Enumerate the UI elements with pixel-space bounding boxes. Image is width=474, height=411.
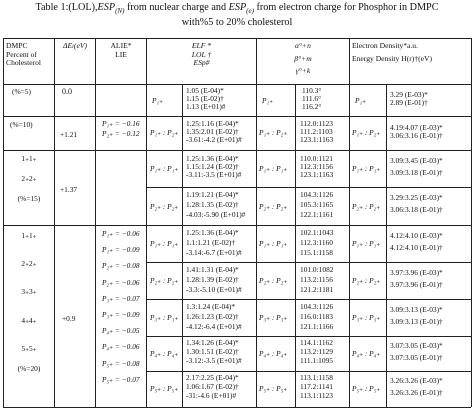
col-line-2 [95, 38, 96, 407]
percent-g4 [4, 232, 54, 373]
elf-value: 1.41:1.31 (E-04)* [186, 265, 239, 274]
angle-alpha: 101.0:1082 [300, 265, 334, 274]
lol-value: 1.28:1.35 (E-02)† [186, 200, 239, 210]
angles-g3-r1 [300, 155, 333, 180]
lol-value: 1.15 (E-02)† [186, 94, 224, 104]
table-title [0, 2, 474, 29]
esp-value: -3.61:-4.2 (E+01)# [186, 135, 242, 145]
esp-value: -4.03:-5.90 (E+01)# [186, 210, 246, 220]
electron-density: 3.97:3.96 (E-03)* [390, 268, 443, 277]
group-line-3 [3, 225, 471, 226]
alie-value: P₄₊ = −0.05 [102, 326, 140, 336]
energy-density: 3.06:3.16 (E-01)† [390, 131, 443, 141]
elf-g4-r1 [186, 229, 242, 258]
angle-gamma: 122.1:1161 [300, 210, 334, 220]
electron-density: 3.09:3.13 (E-03)* [390, 305, 443, 314]
header-elf-line1: ELF * [191, 41, 212, 50]
density-g4-r4 [390, 342, 443, 362]
group-line-2 [3, 150, 471, 151]
energy-density: 3.09:3.13 (E-01)† [390, 317, 443, 327]
alie-value: P₂₊ = −0.12 [102, 129, 140, 139]
elf-g4-r5 [186, 374, 239, 401]
alie-value: P₁₊ = −0.06 [102, 229, 140, 238]
angle-beta: 117.2:1141 [300, 382, 333, 392]
percent-g2: (%=10) [10, 120, 33, 129]
col-line-4b [295, 84, 296, 407]
electron-density: 3.09:3.45 (E-03)* [390, 156, 443, 165]
title-line2: with%5 to 20% cholesterol [181, 17, 293, 29]
density-atom-g4-r3: P₃₊ : P₃₊ [352, 313, 381, 322]
density-g4-r5 [390, 377, 443, 397]
table-border-top [3, 38, 471, 39]
percent-g1: (%=5) [12, 87, 31, 96]
col-line-3 [146, 38, 147, 407]
header-delta-e: ΔEₗ(eV) [62, 41, 87, 50]
angle-atom-g1-r1: P₁₊ [262, 96, 273, 105]
alie-value: P₁₊ = −0.09 [102, 245, 140, 255]
density-g4-r1 [390, 232, 443, 252]
title-mid: from nuclear charge and [124, 2, 229, 13]
percent-line: 5₊5₊ [21, 343, 37, 353]
esp-value: -3.3:-5.10 (E+01)# [186, 285, 242, 295]
angle-beta: 113.2:1129 [300, 347, 333, 357]
percent-line: 2₊2₊ [21, 174, 37, 184]
energy-density: 3.07:3.05 (E-01)† [390, 353, 443, 363]
atom-g4-r5: P₅₊ : P₅₊ [150, 384, 179, 393]
header-elf [147, 42, 256, 68]
electron-density: 3.26:3.26 (E-03)* [390, 376, 443, 385]
percent-line: 1₊1₊ [21, 154, 37, 163]
header-angle-alpha: α°+n [295, 41, 311, 50]
header-angle-gamma: γ°+k [295, 66, 311, 76]
angle-beta: 105.3:1165 [300, 200, 334, 210]
title-prefix: Table 1:(LOL), [35, 2, 98, 13]
header-angle-beta: β°+m [294, 53, 312, 63]
electron-density: 3.29 (E-03)* [390, 90, 428, 99]
header-alie [96, 42, 146, 59]
percent-g3 [4, 155, 54, 204]
atom-g3-r1: P₁₊ : P₁₊ [150, 164, 179, 173]
angle-atom-g4-r2: P₂₊ : P₂₊ [259, 276, 288, 285]
elf-value: 1.25:1.36 (E-04)* [186, 154, 239, 163]
density-g2-r1 [390, 124, 443, 140]
density-atom-g4-r5: P₅₊ : P₅₊ [352, 384, 381, 393]
header-alie-line2: LIE [115, 49, 127, 59]
header-density-line2: Energy Density H(r)†(eV) [352, 53, 432, 63]
density-atom-g2-r1: P₁₊ : P₂₊ [352, 128, 381, 137]
energy-density: 2.89 (E-01)† [390, 98, 428, 108]
header-dmpc-line3: Cholesterol [6, 58, 42, 68]
lol-value: 1.28:1.39 (E-02)† [186, 275, 239, 285]
percent-line: 1₊1₊ [21, 231, 37, 240]
angles-g1-r1 [302, 87, 321, 112]
col-line-3b [182, 84, 183, 407]
alie-value: P₂₊ = −0.06 [102, 277, 140, 287]
title-esp-n: ESP [97, 2, 116, 13]
atom-g1-r1: P₁₊ [152, 96, 163, 105]
density-atom-g4-r1: P₁₊ : P₁₊ [352, 239, 381, 248]
atom-g4-r2: P₂₊ : P₂₊ [150, 276, 179, 285]
angle-alpha: 104.3:1126 [300, 302, 334, 311]
percent-line: (%=20) [17, 364, 41, 374]
angle-gamma: 116.2° [302, 102, 322, 112]
percent-line: 2₊2₊ [21, 259, 37, 269]
atom-g4-r4: P₄₊ : P₄₊ [150, 349, 179, 358]
header-elf-line2: LOL † [191, 49, 212, 59]
energy-density: 3.97:3.96 (E-01)† [390, 280, 443, 290]
row-line-4b [146, 299, 471, 300]
esp-value: -31:-4.6 (E+01)# [186, 391, 237, 401]
group-line-1 [3, 116, 471, 117]
header-density-line1: Electron Density*a.u. [352, 41, 419, 50]
angle-beta: 116.0:1183 [300, 312, 333, 322]
elf-value: 1.34:1.26 (E-04)* [186, 338, 239, 347]
lol-value: 1.15:1.24 (E-02)† [186, 162, 239, 172]
header-dmpc-line2: Percent of [6, 49, 37, 59]
angle-gamma: 121.1:1166 [300, 322, 334, 332]
density-atom-g3-r2: P₂₊ : P₂₊ [352, 202, 381, 211]
angle-atom-g4-r4: P₄₊ : P₄₊ [259, 349, 288, 358]
density-g3-r1 [390, 157, 443, 177]
angle-alpha: 104.3:1126 [300, 190, 334, 199]
energy-density: 3.26:3.26 (E-01)† [390, 388, 443, 398]
angle-alpha: 102.1:1043 [300, 228, 334, 237]
delta-e-g1: 0.0 [62, 87, 72, 96]
elf-value: 1.25:1.16 (E-04)* [186, 119, 239, 128]
header-elf-line3: ESp# [193, 58, 210, 68]
angle-atom-g4-r1: P₁₊ : P₁₊ [259, 239, 288, 248]
elf-g3-r1 [186, 155, 241, 180]
angle-beta: 111.6° [302, 94, 322, 104]
delta-e-g4: +0.9 [62, 314, 76, 323]
delta-e-g2: +1.21 [60, 130, 78, 139]
angle-atom-g4-r5: P₅₊ : P₅₊ [259, 384, 288, 393]
alie-value: P₃₊ = −0.09 [102, 310, 140, 320]
delta-e-g3: +1.37 [60, 185, 78, 194]
angle-beta: 111.2:1103 [300, 127, 333, 137]
electron-density: 4.19:4.07 (E-03)* [390, 123, 443, 132]
lol-value: 1.1:1.21 (E-02)† [186, 238, 236, 248]
title-esp-e: ESP [228, 2, 247, 13]
energy-density: 3.09:3.18 (E-01)† [390, 168, 443, 178]
lol-value: 1.30:1.51 (E-02)† [186, 347, 239, 357]
row-line-4a [146, 262, 471, 263]
density-g4-r2 [390, 269, 443, 289]
energy-density: 3.06:3.18 (E-01)† [390, 205, 443, 215]
angles-g4-r4 [300, 339, 333, 366]
title-esp-n-sub: (N) [115, 7, 125, 16]
angle-gamma: 111.1:1095 [300, 356, 333, 366]
title-suffix: from electron charge for Phosphor in DMPC [253, 2, 439, 13]
electron-density: 3.29:3.25 (E-03)* [390, 193, 443, 202]
atom-g4-r3: P₃₊ : P₃₊ [150, 313, 179, 322]
alie-value: P₂₊ = −0.08 [102, 261, 140, 271]
elf-g2-r1 [186, 120, 242, 145]
table-border-right [471, 38, 472, 407]
esp-value: -3.11:-3.5 (E+01)# [186, 170, 242, 180]
elf-g4-r4 [186, 339, 242, 366]
elf-value: 1.05 (E-04)* [186, 86, 224, 95]
angle-gamma: 115.1:1158 [300, 248, 333, 258]
density-atom-g3-r1: P₁₊ : P₁₊ [352, 164, 381, 173]
header-angles [257, 42, 349, 76]
atom-g3-r2: P₂₊ : P₂₊ [150, 202, 179, 211]
elf-value: 1.19:1.21 (E-04)* [186, 190, 239, 199]
col-line-4 [256, 38, 257, 407]
angle-atom-g3-r2: P₂₊ : P₂₊ [259, 202, 288, 211]
density-g1-r1 [390, 91, 428, 107]
elf-g4-r2 [186, 266, 242, 295]
angles-g4-r5 [300, 374, 333, 401]
angle-alpha: 112.0:1123 [300, 119, 333, 128]
lol-value: 1.35:2.01 (E-02)† [186, 127, 239, 137]
row-line-3a [146, 187, 471, 188]
alie-value: P₄₊ = −0.06 [102, 342, 140, 352]
angle-atom-g2-r1: P₁₊ : P₂₊ [259, 128, 288, 137]
row-line-4c [146, 336, 471, 337]
density-atom-g4-r4: P₄₊ : P₄₊ [352, 349, 381, 358]
angle-beta: 113.2:1156 [300, 275, 333, 285]
percent-line: 4₊4₊ [21, 315, 37, 325]
esp-value: -4.12:-6.4 (E+01)# [186, 322, 242, 332]
alie-value: P₅₊ = −0.07 [102, 374, 140, 384]
alie-value: P₁₊ = −0.16 [102, 119, 140, 128]
row-line-4d [146, 371, 471, 372]
density-g4-r3 [390, 306, 443, 326]
angles-g4-r3 [300, 303, 333, 332]
angle-beta: 112.3:1160 [300, 238, 333, 248]
alie-value: P₃₊ = −0.07 [102, 293, 140, 303]
header-alie-line1: ALIE* [110, 41, 132, 50]
angle-gamma: 121.2:1181 [300, 285, 334, 295]
energy-density: 4.12:4.10 (E-01)† [390, 243, 443, 253]
angles-g2-r1 [300, 120, 333, 145]
angle-alpha: 114.1:1162 [300, 338, 333, 347]
electron-density: 4.12:4.10 (E-03)* [390, 231, 443, 240]
lol-value: 1.26:1.23 (E-02)† [186, 312, 239, 322]
angle-alpha: 110.0:1121 [300, 154, 333, 163]
title-esp-e-sub: (e) [246, 7, 254, 16]
atom-g2-r1: P₁₊ : P₂₊ [150, 128, 179, 137]
angles-g3-r2 [300, 191, 333, 220]
esp-value: -3.12:-3.5 (E+01)# [186, 356, 242, 366]
density-atom-g4-r2: P₂₊ : P₂₊ [352, 276, 381, 285]
alie-value: P₅₊ = −0.08 [102, 358, 140, 368]
angle-alpha: 113.1:1158 [300, 373, 333, 382]
col-line-5b [386, 84, 387, 407]
elf-g1-r1 [186, 87, 225, 112]
angle-gamma: 123.1:1163 [300, 170, 334, 180]
header-dmpc-line1: DMPC [6, 41, 28, 50]
lol-value: 1.06:1.67 (E-02)† [186, 382, 239, 392]
percent-line: 3₊3₊ [21, 287, 37, 297]
angles-g4-r2 [300, 266, 333, 295]
header-density [352, 42, 432, 63]
col-line-5 [349, 38, 350, 407]
header-bottom-line [3, 84, 471, 85]
angle-beta: 112.3:1156 [300, 162, 333, 172]
esp-value: 1.13 (E+01)# [186, 102, 226, 112]
alie-g4 [102, 230, 140, 384]
percent-line: (%=15) [17, 194, 41, 204]
elf-g4-r3 [186, 303, 242, 332]
atom-g4-r1: P₁₊ : P₁₊ [150, 239, 179, 248]
alie-g2 [102, 120, 140, 138]
angle-alpha: 110.3° [302, 86, 322, 95]
electron-density: 3.07:3.05 (E-03)* [390, 341, 443, 350]
angle-atom-g4-r3: P₃₊ : P₃₊ [259, 313, 288, 322]
col-line-1 [54, 38, 55, 407]
header-dmpc [6, 42, 41, 68]
table-border-bottom [3, 407, 471, 408]
elf-value: 2.17:2.25 (E-04)* [186, 373, 239, 382]
elf-g3-r2 [186, 191, 245, 220]
elf-value: 1.25:1.36 (E-04)* [186, 228, 239, 237]
angle-gamma: 113.1:1123 [300, 391, 333, 401]
angle-gamma: 123.1:1163 [300, 135, 334, 145]
density-g3-r2 [390, 194, 443, 214]
angles-g4-r1 [300, 229, 333, 258]
esp-value: -3.14:-6.7 (E+01)# [186, 248, 242, 258]
angle-atom-g3-r1: P₁₊ : P₁₊ [259, 164, 288, 173]
density-atom-g1-r1: P₁₊ [355, 96, 366, 105]
elf-value: 1.3:1.24 (E-04)* [186, 302, 236, 311]
